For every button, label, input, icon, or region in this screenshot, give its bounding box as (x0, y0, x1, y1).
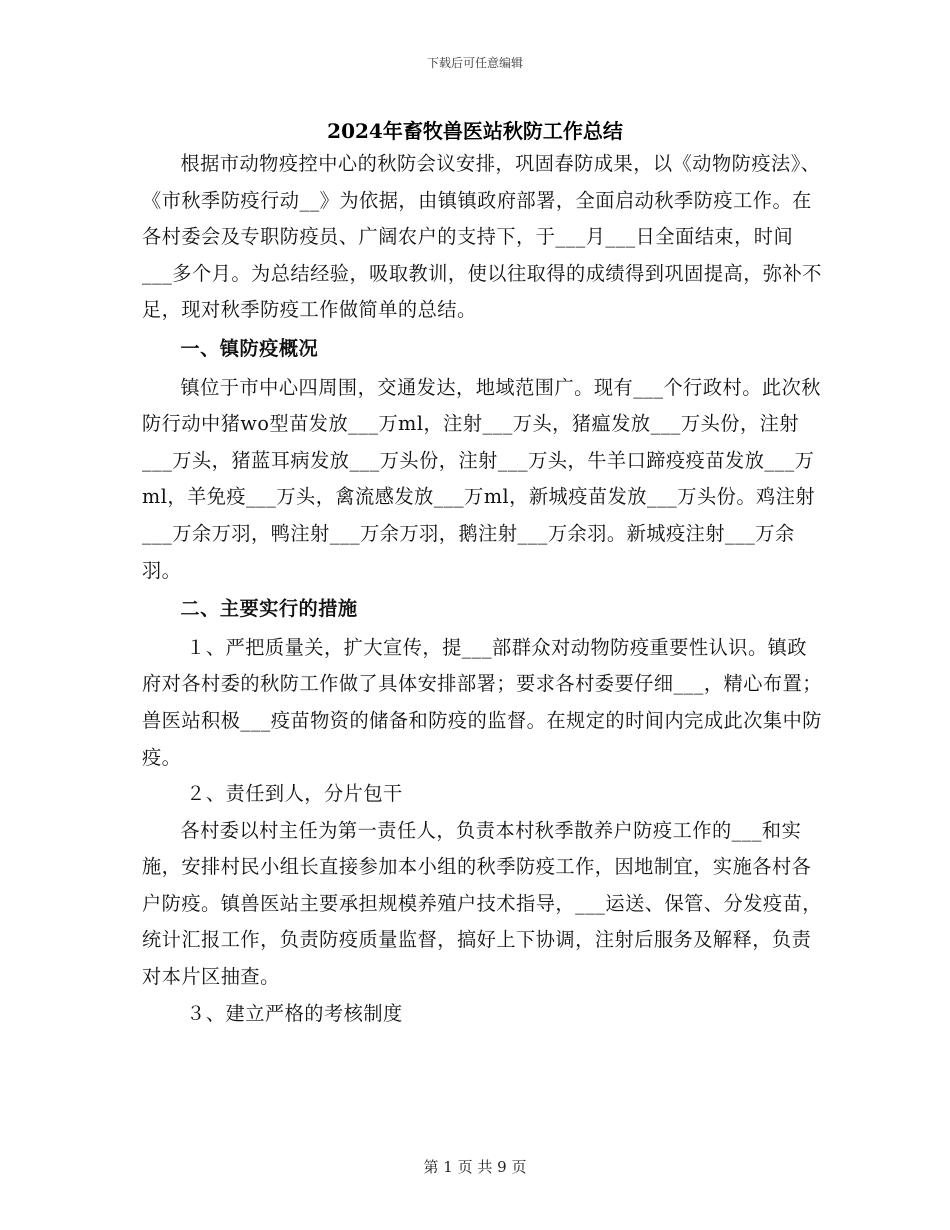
measure-item-1: １、严把质量关，扩大宣传，提___部群众对动物防疫重要性认识。镇政府对各村委的秋防工作做了具体安排部署；要求各村委要仔细___，精心布置；兽医站积极___疫苗物资的储备和防疫的监督。在规定的时间内完成此次集中防疫。 (142, 635, 822, 769)
section-heading-overview: 一、镇防疫概况 (180, 336, 319, 360)
measure-item-3-heading: ３、建立严格的考核制度 (186, 1001, 403, 1025)
document-body (142, 146, 822, 1032)
measure-item-2-paragraph: 各村委以村主任为第一责任人，负责本村秋季散养户防疫工作的___和实施，安排村民小组长直接参加本小组的秋季防疫工作，因地制宜，实施各村各户防疫。镇兽医站主要承担规模养殖户技术指导，___运送、保管、分发疫苗，统计汇报工作，负责防疫质量监督，搞好上下协调，注射后服务及解释，负责对本片区抽查。 (142, 818, 822, 989)
header-note: 下载后可任意编辑 (426, 56, 523, 70)
section-heading-measures: 二、主要实行的措施 (180, 597, 358, 621)
overview-paragraph: 镇位于市中心四周围，交通发达，地域范围广。现有___个行政村。此次秋防行动中猪wo型苗发放___万ml，注射___万头，猪瘟发放___万头份，注射___万头，猪蓝耳病发放___万头份，注射___万头，牛羊口蹄疫疫苗发放___万ml，羊免疫___万头，禽流感发放___万ml，新城疫苗发放___万头份。鸡注射___万余万羽，鸭注射___万余万羽，鹅注射___万余羽。新城疫注射___万余羽。 (142, 375, 821, 582)
measure-item-2-heading: ２、责任到人，分片包干 (186, 782, 403, 806)
page-footer: 第 1 页 共 9 页 (423, 1158, 527, 1176)
document-title: 2024年畜牧兽医站秋防工作总结 (327, 119, 623, 143)
intro-paragraph: 根据市动物疫控中心的秋防会议安排，巩固春防成果，以《动物防疫法》、《市秋季防疫行动__》为依据，由镇镇政府部署，全面启动秋季防疫工作。在各村委会及专职防疫员、广阔农户的支持下，于___月___日全面结束，时间___多个月。为总结经验，吸取教训，使以往取得的成绩得到巩固提高，弥补不足，现对秋季防疫工作做简单的总结。 (142, 152, 822, 322)
